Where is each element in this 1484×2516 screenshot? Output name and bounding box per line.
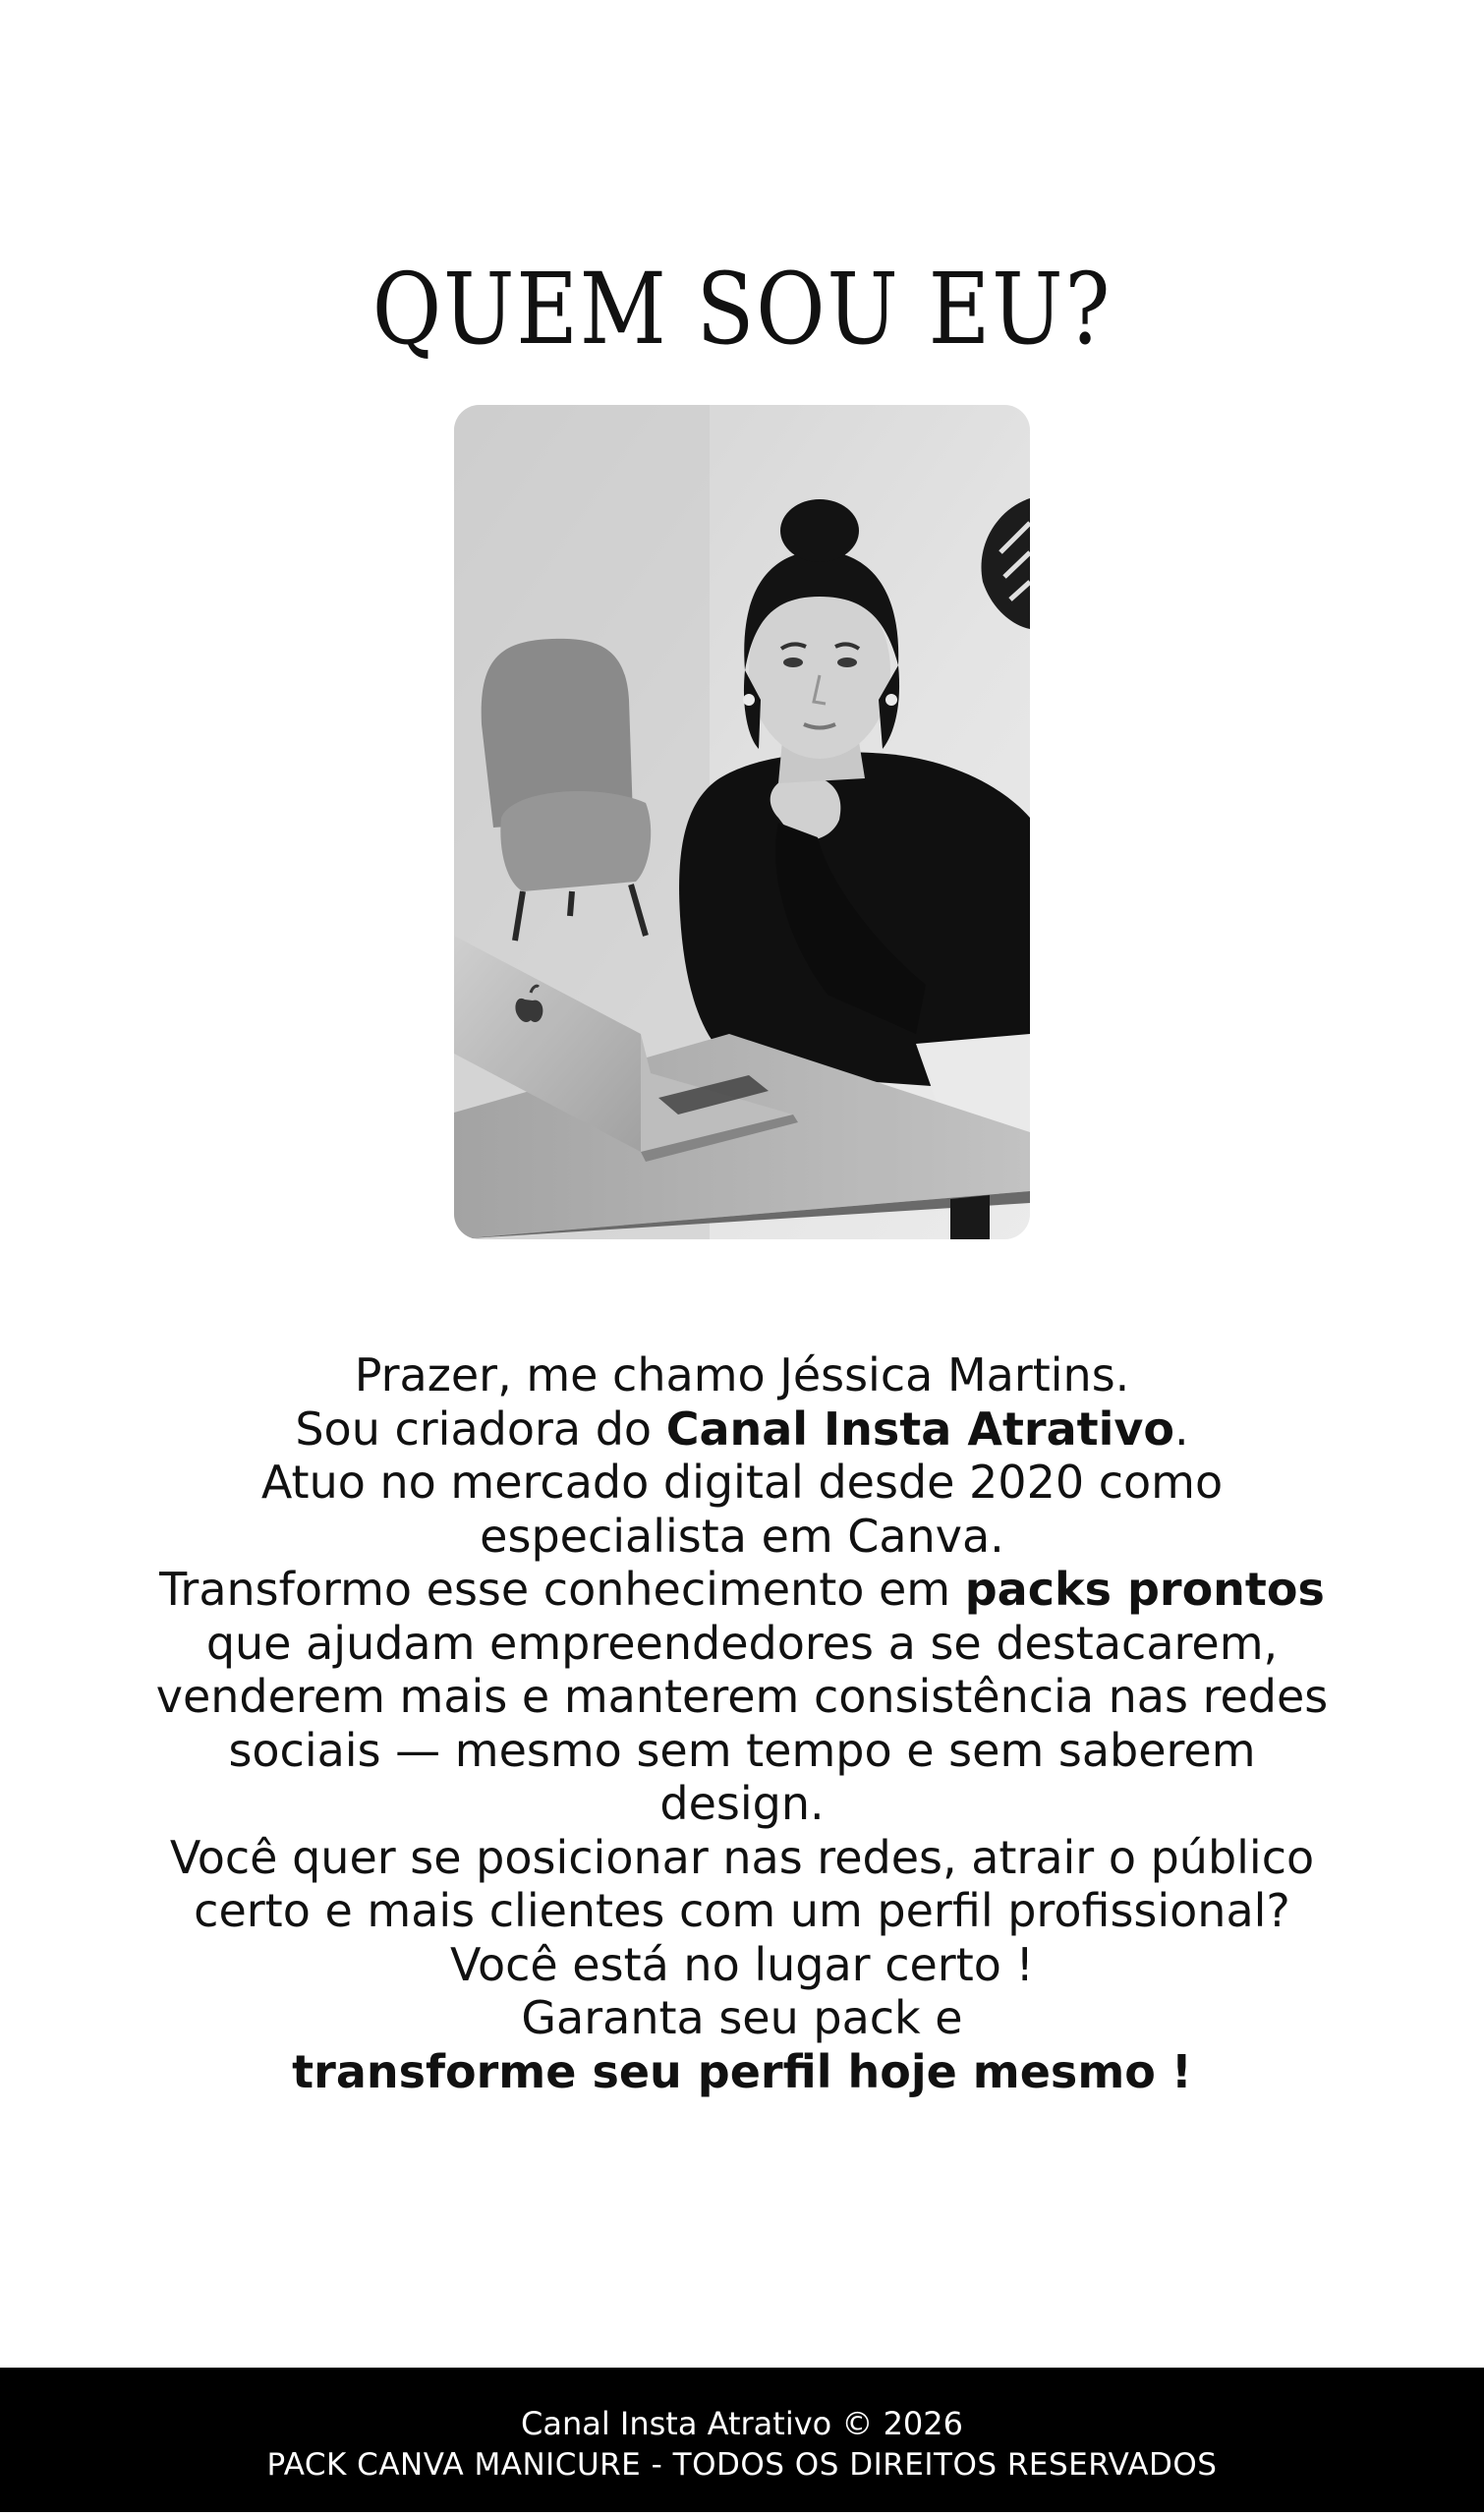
bio-cta-bold: transforme seu perfil hoje mesmo ! xyxy=(292,2044,1192,2098)
portrait-photo-icon xyxy=(454,405,1030,1239)
bio-packs-prefix: Transformo esse conhecimento em xyxy=(159,1563,965,1616)
brand-name: Canal Insta Atrativo xyxy=(665,1401,1175,1456)
bio-creator xyxy=(147,1402,1337,1457)
bio-packs xyxy=(147,1563,1337,1831)
footer-rights: PACK CANVA MANICURE - TODOS OS DIREITOS RESERVADOS xyxy=(266,2447,1218,2483)
bio-packs-suffix: que ajudam empreendedores a se destacarem, venderem mais e manterem consistência nas redes sociais — mesmo sem tempo e sem saberem design. xyxy=(155,1616,1329,1830)
bio-creator-suffix: . xyxy=(1174,1401,1189,1456)
footer-copyright: Canal Insta Atrativo © 2026 xyxy=(521,2405,963,2442)
bio-text xyxy=(147,1348,1337,2098)
bio-experience: Atuo no mercado digital desde 2020 como especialista em Canva. xyxy=(260,1456,1224,1563)
packs-highlight: packs prontos xyxy=(964,1563,1325,1616)
footer xyxy=(0,2368,1484,2512)
bio-cta-lead: Garanta seu pack e xyxy=(521,1991,963,2044)
portrait-photo xyxy=(454,405,1030,1239)
bio-question: Você quer se posicionar nas redes, atrair o público certo e mais clientes com um perfil profissional? Você está no lugar certo ! xyxy=(169,1830,1315,1991)
bio-intro: Prazer, me chamo Jéssica Martins. xyxy=(354,1348,1130,1401)
bio-creator-prefix: Sou criadora do xyxy=(295,1401,666,1456)
page-title: QUEM SOU EU? xyxy=(371,252,1113,367)
